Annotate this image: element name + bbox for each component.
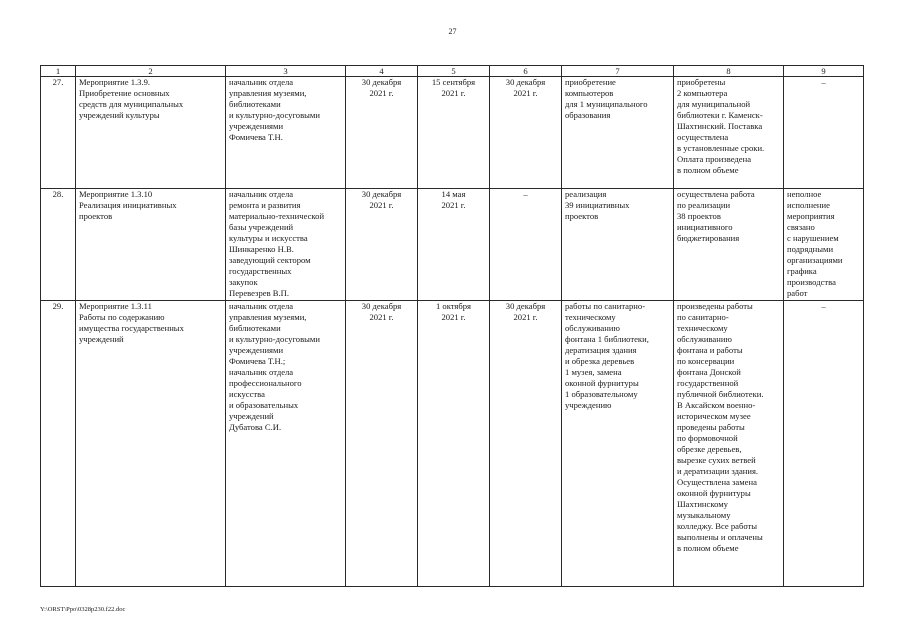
row-number: 27. <box>41 77 76 189</box>
actual-end-date: – <box>490 189 562 301</box>
planned-result: реализация 39 инициативных проектов <box>562 189 674 301</box>
actual-result: произведены работы по санитарно- техническому обслуживанию фонтана и работы по консервации фонтана Донской государственной публичной библиотеки. В Аксайском военно- историческом музее проведены работы по формовочной обрезке деревьев, вырезке сухих ветвей и дератизации здания. Осуществлена замена оконной фурнитуры Шахтинскому музыкальному колледжу. Все работы выполнены и оплачены в полном объеме <box>674 301 784 587</box>
column-header: 2 <box>76 66 226 77</box>
responsible-person: начальник отдела ремонта и развития материально-технической базы учреждений культуры и искусства Шинкаренко Н.В. заведующий сектором государственных закупок Перевезрев В.П. <box>226 189 346 301</box>
actual-end-date: 30 декабря 2021 г. <box>490 77 562 189</box>
planned-end-date: 30 декабря 2021 г. <box>346 189 418 301</box>
event-name: Мероприятие 1.3.11 Работы по содержанию имущества государственных учреждений <box>76 301 226 587</box>
column-header: 3 <box>226 66 346 77</box>
page-number: 27 <box>448 27 457 36</box>
column-header: 6 <box>490 66 562 77</box>
planned-result: приобретение компьютеров для 1 муниципального образования <box>562 77 674 189</box>
actual-start-date: 1 октября 2021 г. <box>418 301 490 587</box>
column-header: 4 <box>346 66 418 77</box>
actual-end-date: 30 декабря 2021 г. <box>490 301 562 587</box>
note: – <box>784 301 864 587</box>
actual-start-date: 15 сентября 2021 г. <box>418 77 490 189</box>
event-name: Мероприятие 1.3.10 Реализация инициативных проектов <box>76 189 226 301</box>
responsible-person: начальник отдела управления музеями, библиотеками и культурно-досуговыми учреждениями Фомичева Т.Н.; начальник отдела профессионального искусства и образовательных учреждений Дубатова С.И. <box>226 301 346 587</box>
actual-start-date: 14 мая 2021 г. <box>418 189 490 301</box>
row-number: 28. <box>41 189 76 301</box>
table-row <box>41 189 864 301</box>
report-table <box>40 65 864 587</box>
planned-end-date: 30 декабря 2021 г. <box>346 77 418 189</box>
row-number: 29. <box>41 301 76 587</box>
actual-result: осуществлена работа по реализации 38 проектов инициативного бюджетирования <box>674 189 784 301</box>
column-header: 7 <box>562 66 674 77</box>
column-header: 1 <box>41 66 76 77</box>
responsible-person: начальник отдела управления музеями, библиотеками и культурно-досуговыми учреждениями Фомичева Т.Н. <box>226 77 346 189</box>
column-header: 8 <box>674 66 784 77</box>
column-header: 5 <box>418 66 490 77</box>
note: неполное исполнение мероприятия связано с нарушением подрядными организациями графика производства работ <box>784 189 864 301</box>
file-path-footer: Y:\ORST\Ppo\0328p230.f22.doc <box>40 606 126 613</box>
column-number-row <box>41 66 864 77</box>
planned-result: работы по санитарно- техническому обслуживанию фонтана 1 библиотеки, дератизация здания и обрезка деревьев 1 музея, замена оконной фурнитуры 1 образовательному учреждению <box>562 301 674 587</box>
planned-end-date: 30 декабря 2021 г. <box>346 301 418 587</box>
table-row <box>41 77 864 189</box>
column-header: 9 <box>784 66 864 77</box>
table-row <box>41 301 864 587</box>
note: – <box>784 77 864 189</box>
actual-result: приобретены 2 компьютера для муниципальной библиотеки г. Каменск- Шахтинский. Поставка осуществлена в установленные сроки. Оплата произведена в полном объеме <box>674 77 784 189</box>
event-name: Мероприятие 1.3.9. Приобретение основных средств для муниципальных учреждений культуры <box>76 77 226 189</box>
